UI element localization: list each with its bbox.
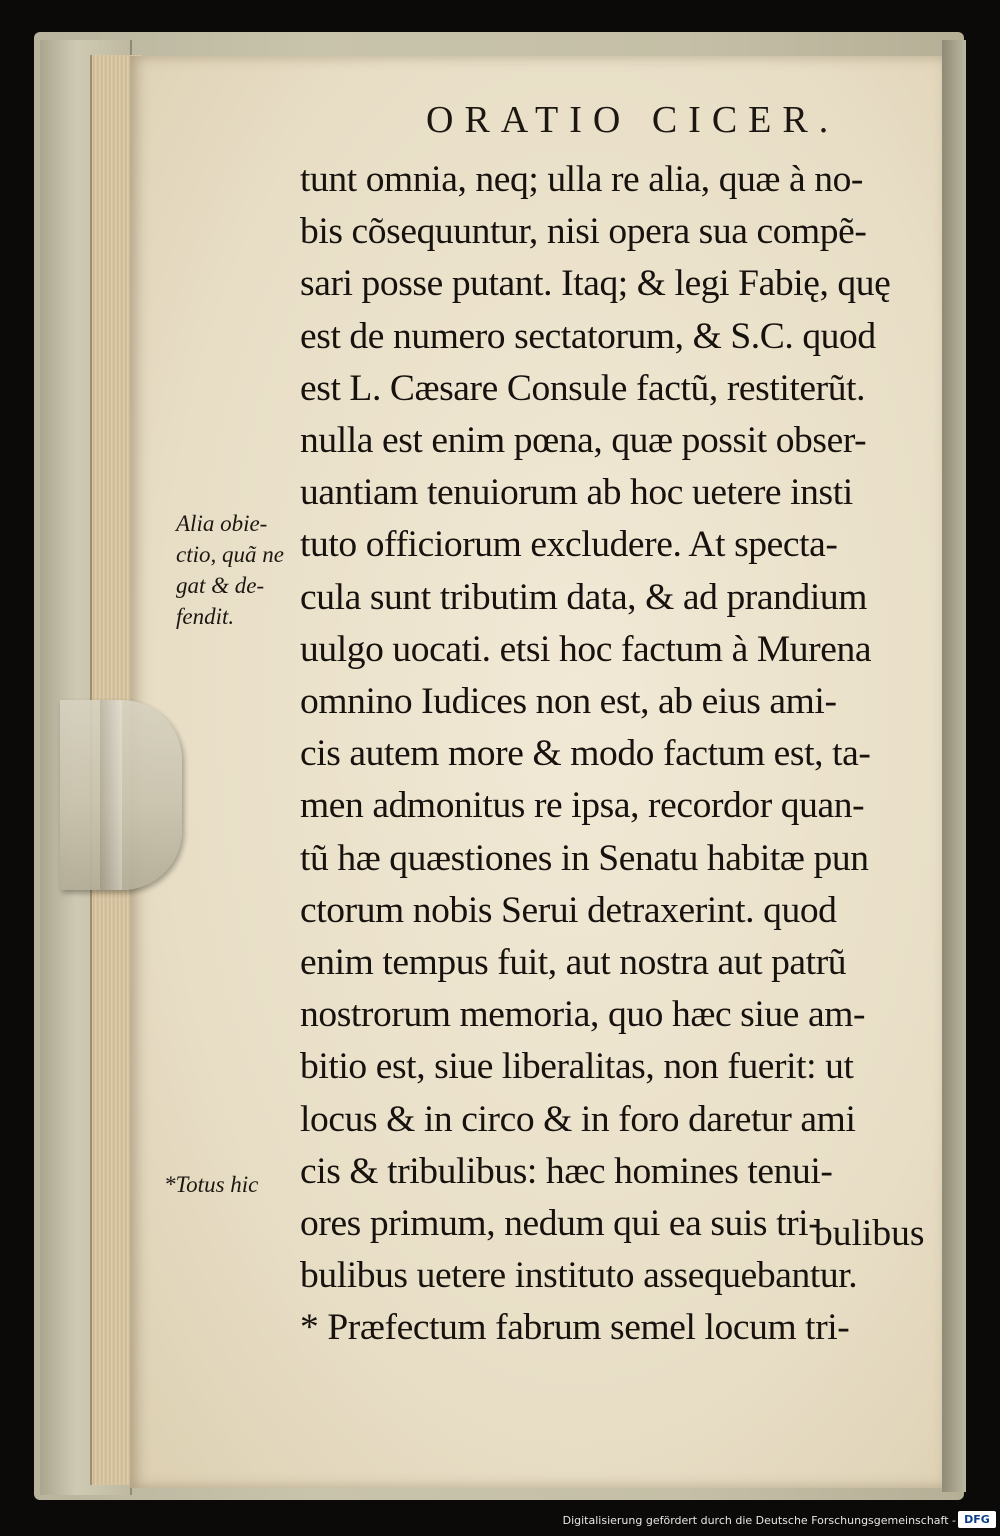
text-line: cula sunt tributim data, & ad prandium <box>300 576 867 618</box>
marginal-note-line: ctio, quã ne <box>176 542 284 567</box>
marginal-note-line: gat & de- <box>176 573 265 598</box>
footer-credit: Digitalisierung gefördert durch die Deutsche Forschungsgemeinschaft - <box>562 1514 956 1527</box>
text-line: cis autem more & modo factum est, ta- <box>300 733 871 775</box>
text-line: cis & tribulibus: hæc homines tenui- <box>300 1150 833 1192</box>
text-line: bulibus uetere instituto assequebantur. <box>300 1255 858 1297</box>
text-line: * Præfectum fabrum semel locum tri- <box>300 1307 850 1349</box>
catchword: bulibus <box>814 1213 925 1254</box>
text-line: tunt omnia, neq; ulla re alia, quæ à no- <box>300 159 864 200</box>
text-line: ores primum, nedum qui ea suis tri- <box>300 1203 821 1245</box>
marginal-note-bottom: *Totus hic <box>164 1172 259 1197</box>
text-line: ctorum nobis Serui detraxerint. quod <box>300 889 837 931</box>
text-line: bitio est, siue liberalitas, non fuerit: ut <box>300 1046 854 1088</box>
text-line: omnino Iudices non est, ab eius ami- <box>300 681 837 723</box>
dfg-logo-icon: DFG <box>958 1511 996 1528</box>
clasp-strap <box>60 700 182 890</box>
text-line: nulla est enim pœna, quæ possit obser- <box>300 420 867 462</box>
body-text <box>300 154 950 1355</box>
text-line: sari posse putant. Itaq; & legi Fabię, quę <box>300 263 891 305</box>
text-line: uulgo uocati. etsi hoc factum à Murena <box>300 628 872 670</box>
text-line: est L. Cæsare Consule factũ, restiterũt. <box>300 367 866 409</box>
text-line: tuto officiorum excludere. At specta- <box>300 524 838 566</box>
strap-highlight <box>100 700 122 890</box>
text-line: enim tempus fuit, aut nostra aut patrũ <box>300 942 847 984</box>
text-line: uantiam tenuiorum ab hoc uetere insti <box>300 472 853 514</box>
running-head: ORATIO CICER. <box>426 99 840 141</box>
text-line: bis cõsequuntur, nisi opera sua compẽ- <box>300 211 867 253</box>
text-line: tũ hæ quæstiones in Senatu habitæ pun <box>300 837 869 879</box>
text-line: est de numero sectatorum, & S.C. quod <box>300 315 876 357</box>
text-line: men admonitus re ipsa, recordor quan- <box>300 785 865 827</box>
marginal-note <box>176 508 304 632</box>
marginal-note-line: Alia obie- <box>176 511 268 536</box>
text-line: locus & in circo & in foro daretur ami <box>300 1098 856 1140</box>
text-line: nostrorum memoria, quo hæc siue am- <box>300 994 866 1036</box>
marginal-note-line: fendit. <box>176 604 235 629</box>
